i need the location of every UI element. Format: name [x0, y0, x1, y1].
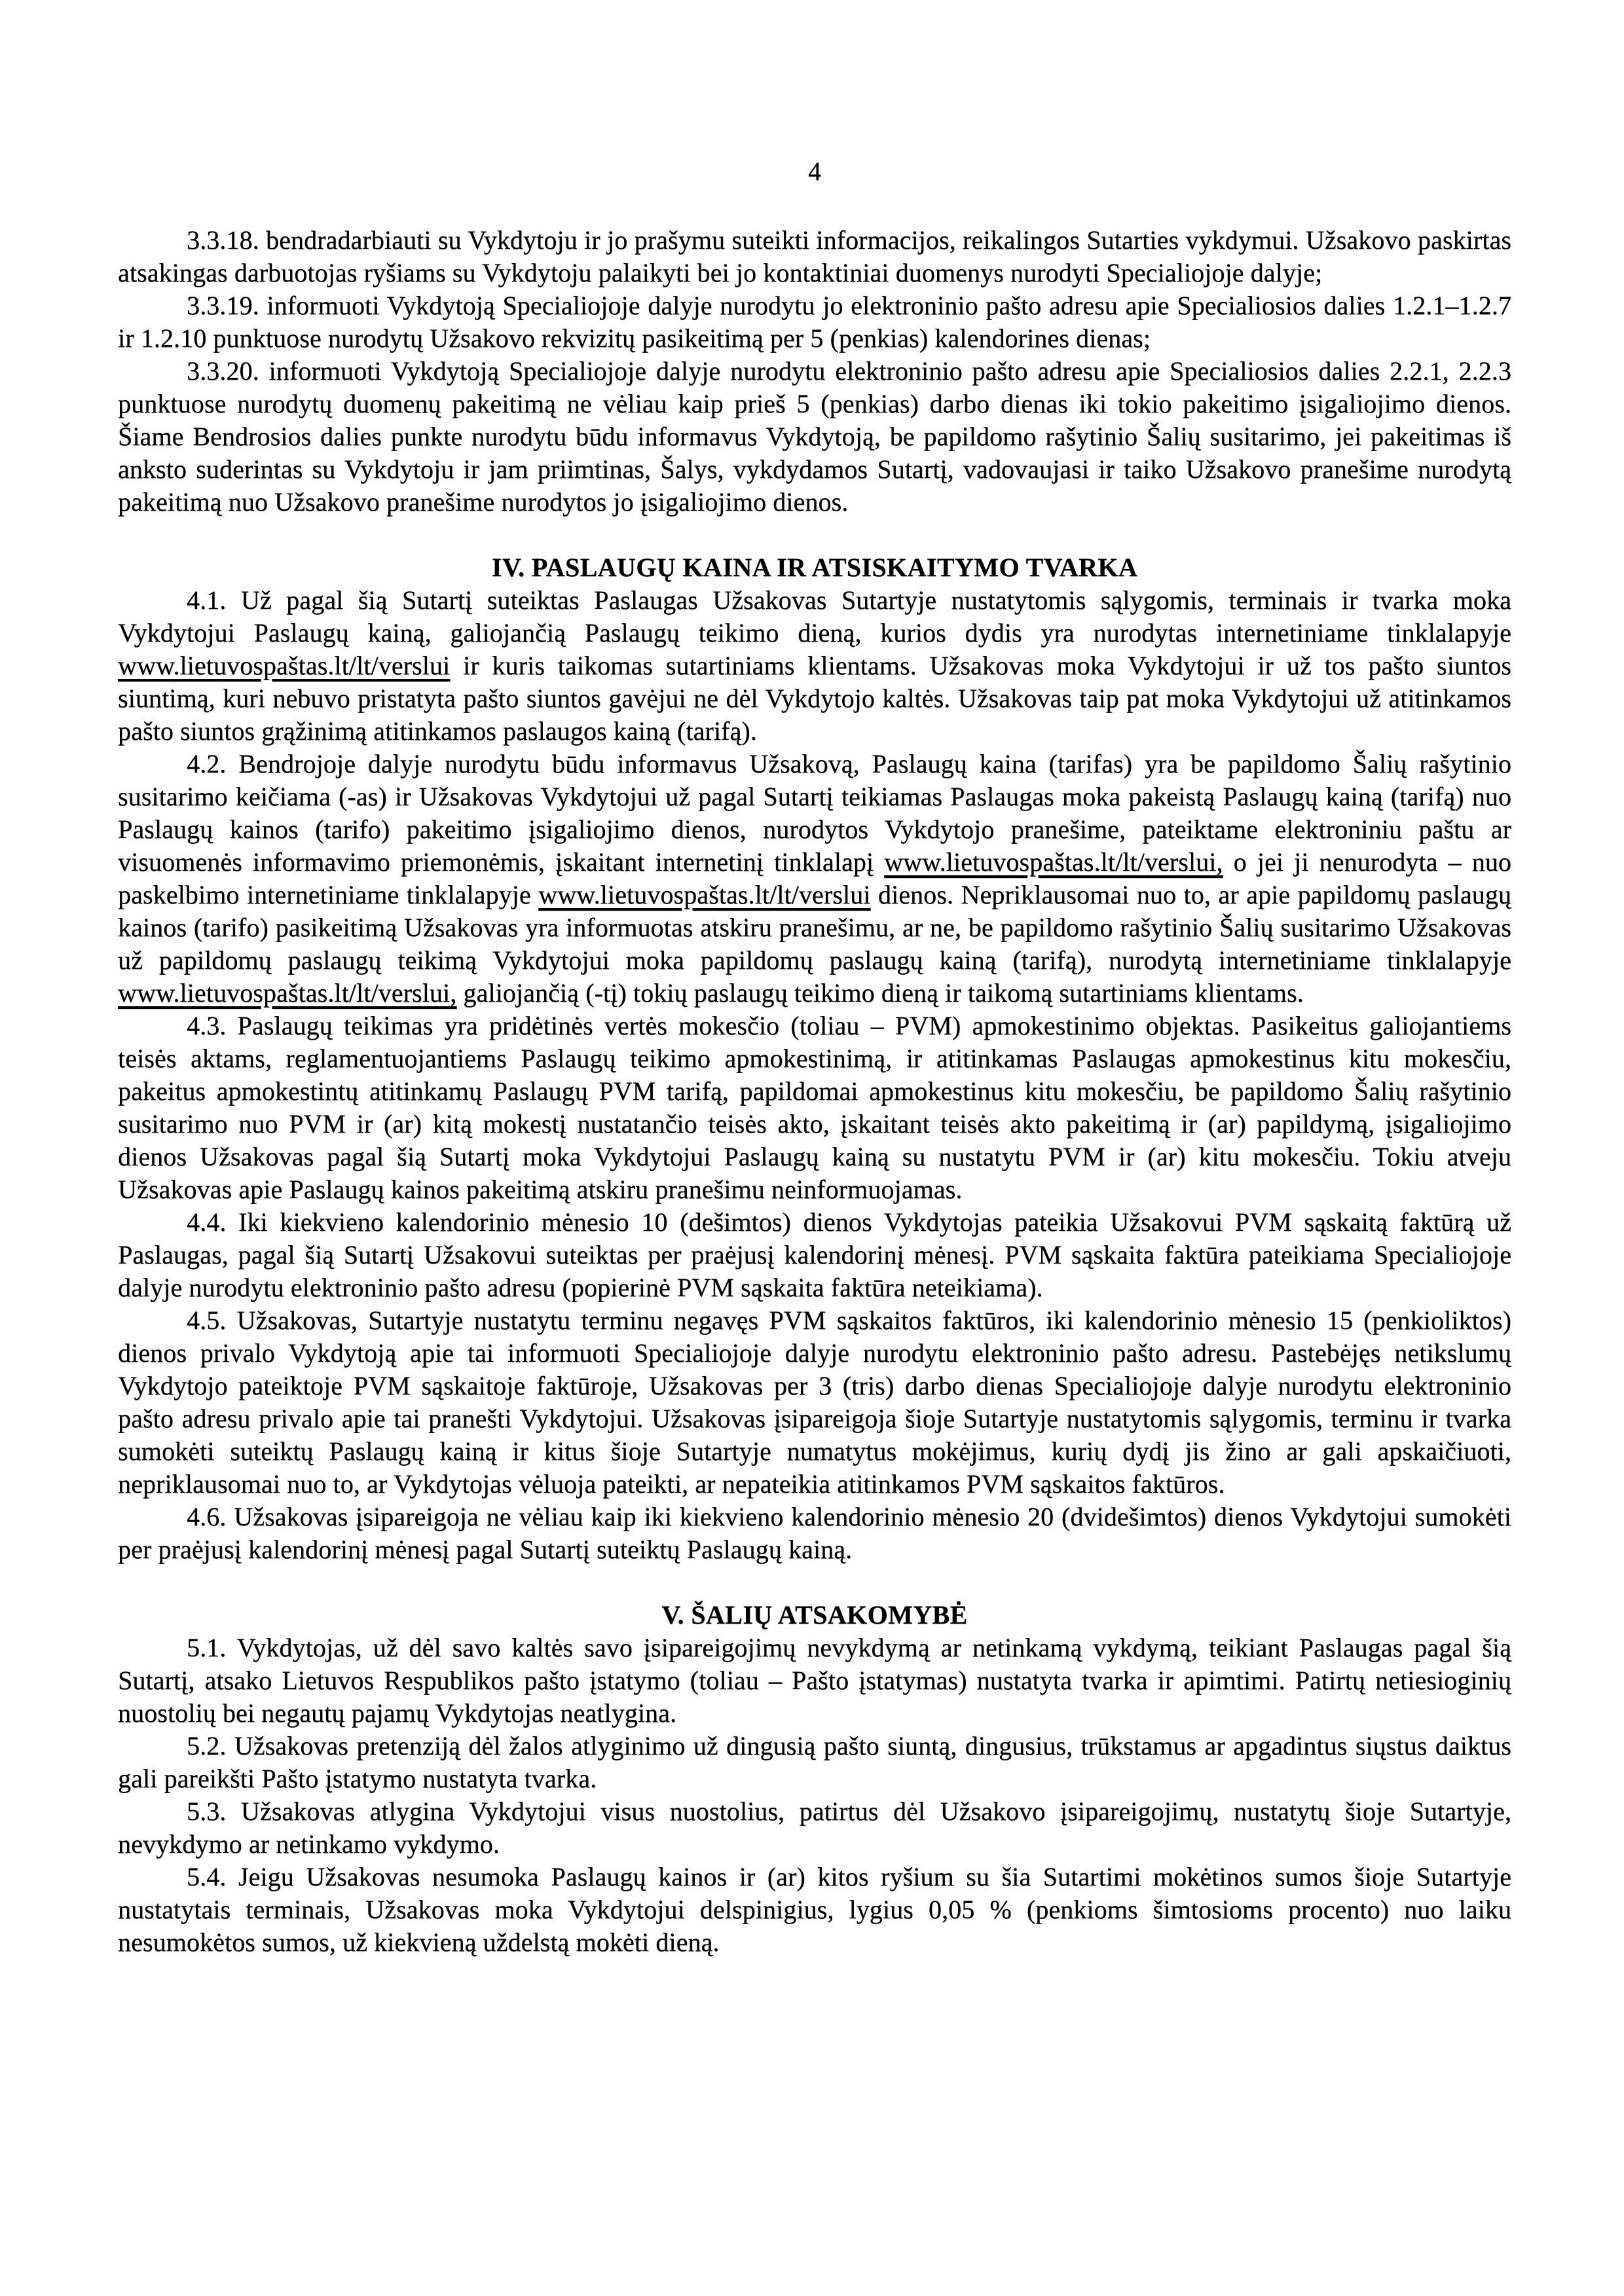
clause-4-1 [118, 584, 1511, 748]
clause-3-3-19: 3.3.19. informuoti Vykdytoją Specialiojoje dalyje nurodytu jo elektroninio pašto adresu apie Specialiosios dalies 1.2.1–1.2.7 ir 1.2.10 punktuose nurodytų Užsakovo rekvizitų pasikeitimą per 5 (penkias) kalendorines dienas; [118, 291, 1511, 353]
clause-4-3: 4.3. Paslaugų teikimas yra pridėtinės vertės mokesčio (toliau – PVM) apmokestinimo objektas. Pasikeitus galiojantiems teisės aktams, reglamentuojantiems Paslaugų teikimo apmokestinimą, ir atitinkamas Paslaugas apmokestinus kitu mokesčiu, pakeitus apmokestintų atitinkamų Paslaugų PVM tarifą, papildomai apmokestinus kitu mokesčiu, be papildomo Šalių rašytinio susitarimo nuo PVM ir (ar) kitą mokestį nustatančio teisės akto, įskaitant teisės akto pakeitimą ir (ar) papildymą, įsigaliojimo dienos Užsakovas pagal šią Sutartį moka Vykdytojui Paslaugų kainą su nustatytu PVM ir (ar) kitu mokesčiu. Tokiu atveju Užsakovas apie Paslaugų kainos pakeitimą atskiru pranešimu neinformuojamas. [118, 1011, 1511, 1204]
clause-4-2-text-2: o jei ji nenurodyta – nuo paskelbimo internetiniame tinklalapyje [118, 847, 1511, 909]
website-url-4-2-c: www.lietuvospaštas.lt/lt/verslui, [118, 978, 457, 1008]
clause-5-2: 5.2. Užsakovas pretenziją dėl žalos atlyginimo už dingusią pašto siuntą, dingusius, trūkstamus ar apgadintus siųstus daiktus gali pareikšti Pašto įstatymo nustatyta tvarka. [118, 1731, 1511, 1793]
section-v-heading: V. ŠALIŲ ATSAKOMYBĖ [661, 1600, 968, 1630]
clause-5-4: 5.4. Jeigu Užsakovas nesumoka Paslaugų kainos ir (ar) kitos ryšium su šia Sutartimi mokėtinos sumos šioje Sutartyje nustatytais terminais, Užsakovas moka Vykdytojui delspinigius, lygius 0,05 % (penkioms šimtosioms procento) nuo laiku nesumokėtos sumos, už kiekvieną uždelstą mokėti dieną. [118, 1862, 1511, 1957]
clause-3-3-20: 3.3.20. informuoti Vykdytoją Specialiojoje dalyje nurodytu elektroninio pašto adresu apie Specialiosios dalies 2.2.1, 2.2.3 punktuose nurodytų duomenų pakeitimą ne vėliau kaip prieš 5 (penkias) darbo dienas iki tokio pakeitimo įsigaliojimo dienos. Šiame Bendrosios dalies punkte nurodytu būdu informavus Vykdytoją, be papildomo rašytinio Šalių susitarimo, jei pakeitimas iš anksto suderintas su Vykdytoju ir jam priimtinas, Šalys, vykdydamos Sutartį, vadovaujasi ir taiko Užsakovo pranešime nurodytą pakeitimą nuo Užsakovo pranešime nurodytos jo įsigaliojimo dienos. [118, 356, 1511, 517]
clause-4-1-text-1: 4.1. Už pagal šią Sutartį suteiktas Paslaugas Užsakovas Sutartyje nustatytomis sąlygomis, terminais ir tvarka moka Vykdytojui Paslaugų kainą, galiojančią Paslaugų teikimo dieną, kurios dydis yra nurodytas internetiniame tinklalapyje [118, 585, 1511, 647]
clause-4-5: 4.5. Užsakovas, Sutartyje nustatytu terminu negavęs PVM sąskaitos faktūros, iki kalendorinio mėnesio 15 (penkioliktos) dienos privalo Vykdytoją apie tai informuoti Specialiojoje dalyje nurodytu elektroninio pašto adresu. Pastebėjęs netikslumų Vykdytojo pateiktoje PVM sąskaitoje faktūroje, Užsakovas per 3 (tris) darbo dienas Specialiojoje dalyje nurodytu elektroninio pašto adresu privalo apie tai pranešti Vykdytojui. Užsakovas įsipareigoja šioje Sutartyje nustatytomis sąlygomis, terminu ir tvarka sumokėti suteiktų Paslaugų kainą ir kitus šioje Sutartyje numatytus mokėjimus, kurių dydį jis žino ar gali apskaičiuoti, nepriklausomai nuo to, ar Vykdytojas vėluoja pateikti, ar nepateikia atitinkamos PVM sąskaitos faktūros. [118, 1305, 1511, 1499]
clause-4-2 [118, 748, 1511, 1010]
clause-4-4: 4.4. Iki kiekvieno kalendorinio mėnesio 10 (dešimtos) dienos Vykdytojas pateikia Užsakovui PVM sąskaitą faktūrą už Paslaugas, pagal šią Sutartį Užsakovui suteiktas per praėjusį kalendorinį mėnesį. PVM sąskaita faktūra pateikiama Specialiojoje dalyje nurodytu elektroninio pašto adresu (popierinė PVM sąskaita faktūra neteikiama). [118, 1207, 1511, 1302]
website-url-4-2-a: www.lietuvospaštas.lt/lt/verslui, [884, 847, 1223, 877]
clause-4-2-text-4: galiojančią (-tį) tokių paslaugų teikimo dieną ir taikomą sutartiniams klientams. [456, 978, 1304, 1008]
clause-4-2-text-3: dienos. Nepriklausomai nuo to, ar apie papildomų paslaugų kainos (tarifo) pasikeitimą Užsakovas yra informuotas atskiru pranešimu, ar ne, be papildomo rašytinio Šalių susitarimo Užsakovas už papildomų paslaugų teikimą Vykdytojui moka papildomų paslaugų kainą (tarifą), nurodytą internetiniame tinklalapyje [118, 880, 1511, 975]
clause-3-3-18: 3.3.18. bendradarbiauti su Vykdytoju ir jo prašymu suteikti informacijos, reikalingos Sutarties vykdymui. Užsakovo paskirtas atsakingas darbuotojas ryšiams su Vykdytoju palaikyti bei jo kontaktiniai duomenys nurodyti Specialiojoje dalyje; [118, 225, 1511, 287]
website-url-4-1: www.lietuvospaštas.lt/lt/verslui [118, 651, 451, 680]
website-url-4-2-b: www.lietuvospaštas.lt/lt/verslui [538, 880, 871, 909]
section-iv-heading: IV. PASLAUGŲ KAINA IR ATSISKAITYMO TVARKA [491, 553, 1138, 582]
clause-5-3: 5.3. Užsakovas atlygina Vykdytojui visus nuostolius, patirtus dėl Užsakovo įsipareigojimų, nustatytų šioje Sutartyje, nevykdymo ar netinkamo vykdymo. [118, 1796, 1511, 1859]
clause-5-1: 5.1. Vykdytojas, už dėl savo kaltės savo įsipareigojimų nevykdymą ar netinkamą vykdymą, teikiant Paslaugas pagal šią Sutartį, atsako Lietuvos Respublikos pašto įstatymo (toliau – Pašto įstatymas) nustatyta tvarka ir apimtimi. Patirtų netiesioginių nuostolių bei negautų pajamų Vykdytojas neatlygina. [118, 1633, 1511, 1728]
page-number: 4 [808, 156, 821, 186]
clause-4-2-text-1: 4.2. Bendrojoje dalyje nurodytu būdu informavus Užsakovą, Paslaugų kaina (tarifas) yra be papildomo Šalių rašytinio susitarimo keičiama (-as) ir Užsakovas Vykdytojui už pagal Sutartį teikiamas Paslaugas moka pakeistą Paslaugų kainą (tarifą) nuo Paslaugų kainos (tarifo) pakeitimo įsigaliojimo dienos, nurodytos Vykdytojo pranešime, pateiktame elektroniniu paštu ar visuomenės informavimo priemonėmis, įskaitant internetinį tinklalapį [118, 749, 1511, 877]
clause-4-6: 4.6. Užsakovas įsipareigoja ne vėliau kaip iki kiekvieno kalendorinio mėnesio 20 (dvidešimtos) dienos Vykdytojui sumokėti per praėjusį kalendorinį mėnesį pagal Sutartį suteiktų Paslaugų kainą. [118, 1502, 1511, 1564]
clause-4-1-text-2: ir kuris taikomas sutartiniams klientams. Užsakovas moka Vykdytojui ir už tos pašto siuntos siuntimą, kuri nebuvo pristatyta pašto siuntos gavėjui ne dėl Vykdytojo kaltės. Užsakovas taip pat moka Vykdytojui už atitinkamos pašto siuntos grąžinimą atitinkamos paslaugos kainą (tarifą). [118, 651, 1511, 746]
